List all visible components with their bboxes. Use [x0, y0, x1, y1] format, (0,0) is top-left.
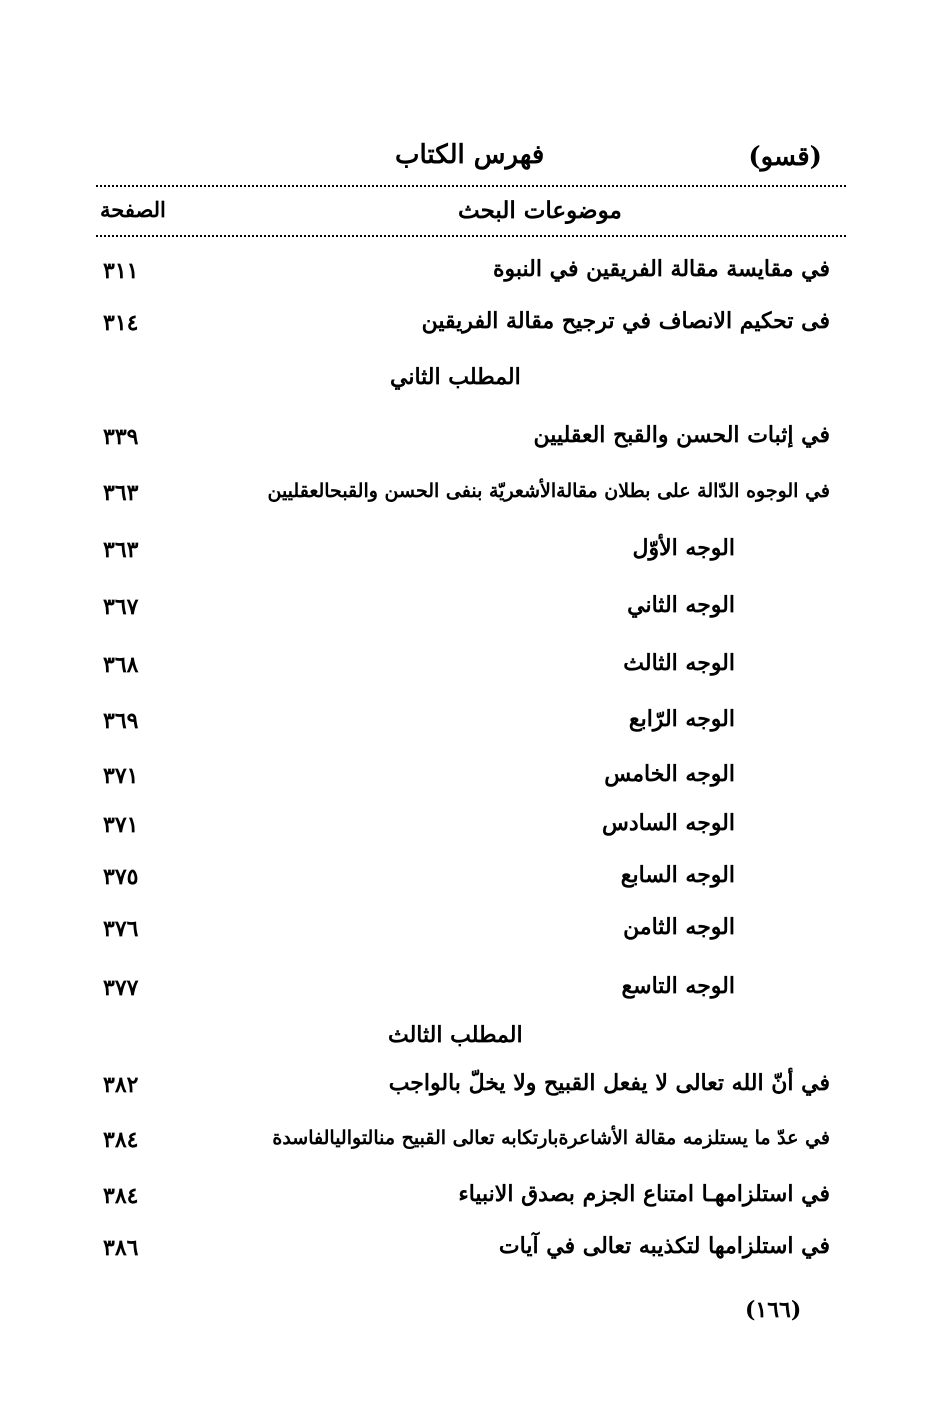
- entry-page: ٣٦٧: [103, 594, 139, 620]
- entry-text: في الوجوه الدّالة على بطلان مقالةالأشعريّة بنفى الحسن والقبحالعقليين: [267, 480, 830, 502]
- column-header-page: الصفحة: [100, 197, 166, 222]
- index-entry: [95, 706, 830, 746]
- entry-page: ٣٧١: [103, 812, 139, 838]
- index-entry: [95, 1070, 830, 1110]
- index-entry: [95, 914, 830, 954]
- column-header-topics: موضوعات البحث: [458, 197, 622, 224]
- entry-text: في استلزامهـا امتناع الجزم بصدق الانبياء: [458, 1181, 830, 1207]
- header-code: (قسو): [748, 142, 822, 172]
- entry-page: ٣٧٧: [103, 975, 139, 1001]
- entry-page: ٣٦٣: [103, 480, 139, 506]
- entry-text: في إثبات الحسن والقبح العقليين: [533, 422, 830, 448]
- index-entry: [95, 862, 830, 902]
- index-entry: [95, 478, 830, 518]
- index-entry: [95, 761, 830, 801]
- divider-bottom: [96, 235, 846, 237]
- page-number: (١٦٦): [745, 1297, 802, 1323]
- entry-page: ٣٨٤: [103, 1127, 139, 1153]
- index-entry: [95, 592, 830, 632]
- entry-page: ٣٧٥: [103, 864, 139, 890]
- entry-text: الوجه الرّابع: [628, 706, 735, 732]
- entry-page: ٣٦٩: [103, 708, 139, 734]
- index-entry: [95, 1125, 830, 1165]
- index-entry: [95, 810, 830, 850]
- index-entry: [95, 650, 830, 690]
- index-entry: [95, 422, 830, 462]
- entry-text: الوجه السادس: [601, 810, 735, 836]
- section-heading-second: المطلب الثاني: [390, 364, 521, 390]
- entry-text: في استلزامها لتكذيبه تعالى في آيات: [498, 1233, 830, 1259]
- entry-text: الوجه الثاني: [627, 592, 735, 618]
- index-entry: [95, 1181, 830, 1221]
- divider-top: [96, 185, 846, 187]
- entry-page: ٣٣٩: [103, 424, 139, 450]
- entry-text: في أنّ الله تعالى لا يفعل القبيح ولا يخلّ بالواجب: [388, 1070, 830, 1096]
- entry-page: ٣٨٦: [103, 1235, 139, 1261]
- section-heading-third: المطلب الثالث: [388, 1022, 523, 1048]
- entry-page: ٣٨٤: [103, 1183, 139, 1209]
- index-entry: [95, 973, 830, 1013]
- index-entry: [95, 256, 830, 296]
- entry-page: ٣٦٨: [103, 652, 139, 678]
- entry-text: الوجه السابع: [620, 862, 735, 888]
- page-title: فهرس الكتاب: [395, 140, 545, 170]
- entry-page: ٣١١: [103, 258, 139, 284]
- entry-page: ٣١٤: [103, 310, 139, 336]
- entry-text: في عدّ ما يستلزمه مقالة الأشاعرةبارتكابه تعالى القبيح منالتواليالفاسدة: [272, 1127, 830, 1149]
- entry-text: الوجه الثامن: [623, 914, 735, 940]
- entry-page: ٣٨٢: [103, 1072, 139, 1098]
- entry-page: ٣٧١: [103, 763, 139, 789]
- entry-text: الوجه التاسع: [621, 973, 735, 999]
- entry-text: فى تحكيم الانصاف في ترجيح مقالة الفريقين: [421, 308, 830, 334]
- entry-text: في مقايسة مقالة الفريقين في النبوة: [493, 256, 830, 282]
- entry-text: الوجه الخامس: [604, 761, 735, 787]
- entry-page: ٣٦٣: [103, 537, 139, 563]
- index-entry: [95, 535, 830, 575]
- index-entry: [95, 1233, 830, 1273]
- index-entry: [95, 308, 830, 348]
- entry-page: ٣٧٦: [103, 916, 139, 942]
- entry-text: الوجه الثالث: [623, 650, 735, 676]
- entry-text: الوجه الأوّل: [632, 535, 735, 561]
